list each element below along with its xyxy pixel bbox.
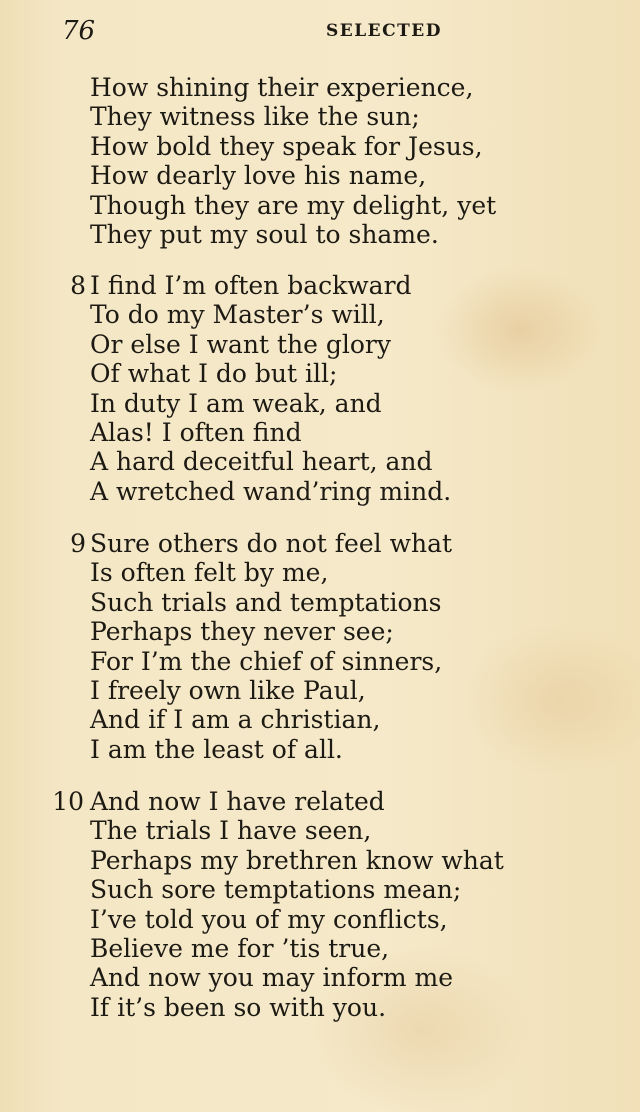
verse-line: Such trials and temptations <box>90 587 442 617</box>
verse-line: The trials I have seen, <box>90 816 372 846</box>
verse-line: Of what I do but ill; <box>90 359 338 389</box>
verse-line: Alas! I often find <box>90 417 302 447</box>
verse-line: To do my Master’s will, <box>90 300 385 330</box>
verse-line: Is often felt by me, <box>90 558 329 588</box>
stanza <box>50 529 530 764</box>
verse-line: 10 And now I have related <box>50 787 530 816</box>
verse-line: Or else I want the glory <box>90 329 391 359</box>
verse-line: If it’s been so with you. <box>90 992 387 1022</box>
stanza-number: 9 <box>70 529 86 558</box>
stanza <box>50 787 530 1022</box>
verse-line: How dearly love his name, <box>90 161 427 191</box>
running-head: SELECTED <box>325 21 442 41</box>
verse-line: Believe me for ’tis true, <box>90 933 390 963</box>
verse-line: Such sore temptations mean; <box>90 875 462 905</box>
verse-line: How bold they speak for Jesus, <box>90 131 483 161</box>
verse-line: I’ve told you of my conflicts, <box>90 904 448 934</box>
verse-line: And now you may inform me <box>90 963 454 993</box>
verse-line: A hard deceitful heart, and <box>90 447 433 477</box>
verse-line: 8 I find I’m often backward <box>50 271 530 300</box>
verse-line: Though they are my delight, yet <box>90 190 497 220</box>
verse-line: Perhaps they never see; <box>90 617 394 647</box>
verse-line: I freely own like Paul, <box>90 675 366 705</box>
verse-line: How shining their experience, <box>90 73 474 102</box>
verse-line: A wretched wand’ring mind. <box>90 476 452 506</box>
page-number: 76 <box>62 16 96 46</box>
verse-line: I am the least of all. <box>90 734 343 764</box>
stanza-number: 10 <box>52 787 84 816</box>
stanza-number: 8 <box>70 271 86 300</box>
verse-line: And if I am a christian, <box>90 705 381 735</box>
verse-line: In duty I am weak, and <box>90 388 382 418</box>
verse-line: 9 Sure others do not feel what <box>50 529 530 558</box>
verse-line: They put my soul to shame. <box>90 219 439 249</box>
stanza <box>50 271 530 506</box>
stanza <box>50 73 530 249</box>
verse-line: For I’m the chief of sinners, <box>90 646 443 676</box>
verse-line: They witness like the sun; <box>90 102 420 132</box>
page-header <box>62 16 442 46</box>
verse-line: Perhaps my brethren know what <box>90 845 504 875</box>
